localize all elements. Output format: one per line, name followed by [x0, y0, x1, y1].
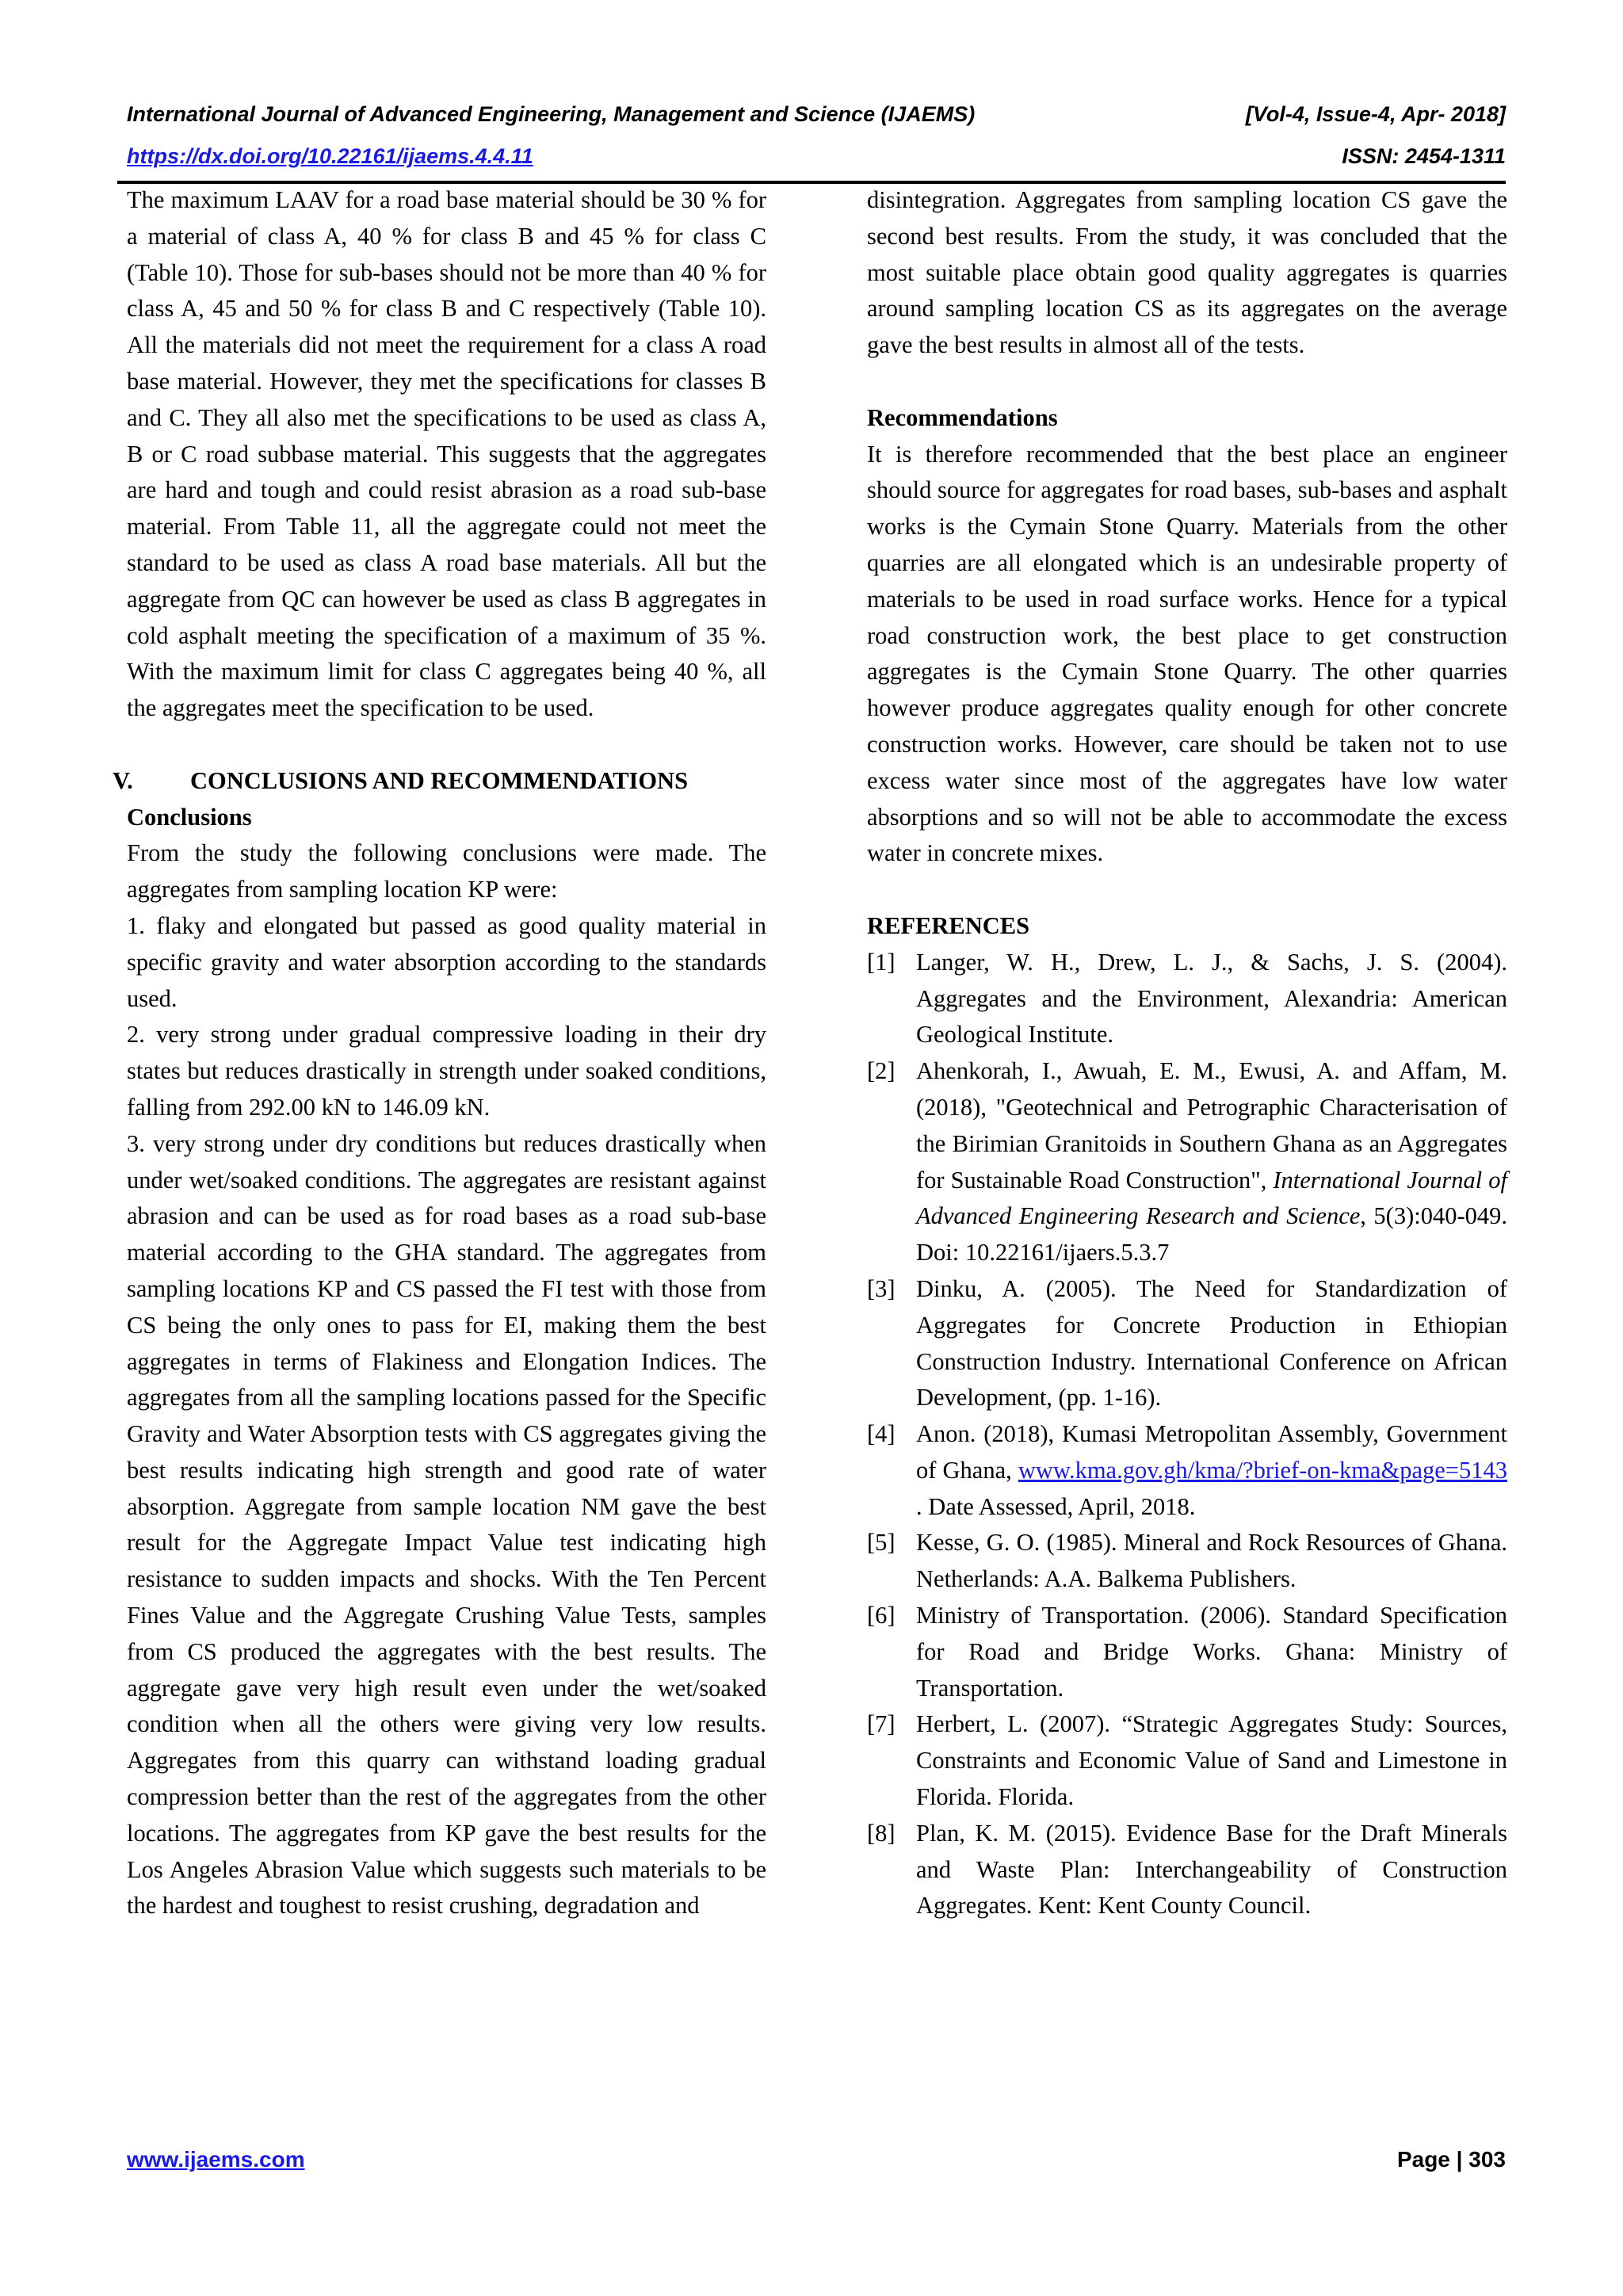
reference-item: [867, 1706, 1507, 1815]
conclusion-item-2: 2. very strong under gradual compressive loading in their dry states but reduces drastically in strength under soaked conditions, falling from 292.00 kN to 146.09 kN.: [127, 1021, 766, 1121]
page-number: Page | 303: [1396, 2147, 1506, 2172]
reference-item: [867, 1416, 1507, 1525]
reference-text-tail: . Date Assessed, April, 2018.: [916, 1492, 1196, 1520]
reference-item: [867, 945, 1507, 1053]
spacer: [867, 872, 1507, 908]
spacer: [127, 727, 766, 763]
reference-item: [867, 1598, 1507, 1706]
intro-paragraph: The maximum LAAV for a road base material should be 30 % for a material of class A, 40 % for class B and 45 % for class C (Table 10). Those for sub-bases should not be more than 40 % for class A, 45 and 50 % for class B and C respectively (Table 10). All the materials did not meet the requirement for a class A road base material. However, they met the specifications for classes B and C. They all also met the specifications to be used as class A, B or C road subbase material. This suggests that the aggregates are hard and tough and could resist abrasion as a road sub-base material. From Table 11, all the aggregate could not meet the standard to be used as class A road base materials. All but the aggregate from QC can however be used as class B aggregates in cold asphalt meeting the specification of a maximum of 35 %. With the maximum limit for class C aggregates being 40 %, all the aggregates meet the specification to be used.: [127, 186, 766, 722]
recommendations-heading: Recommendations: [867, 403, 1058, 431]
issn: ISSN: 2454-1311: [1342, 144, 1506, 168]
right-column: [867, 182, 1507, 1924]
reference-number: [3]: [867, 1274, 896, 1302]
recommendations-paragraph: It is therefore recommended that the best place an engineer should source for aggregates for road bases, sub-bases and asphalt works is the Cymain Stone Quarry. Materials from the other quarries are all elongated which is an undesirable property of materials to be used in road surface works. Hence for a typical road construction work, the best place to get construction aggregates is the Cymain Stone Quarry. The other quarries however produce aggregates quality enough for other concrete construction works. However, care should be taken not to use excess water since most of the aggregates have low water absorptions and so will not be able to accommodate the excess water in concrete mixes.: [867, 440, 1507, 867]
reference-text: Herbert, L. (2007). “Strategic Aggregates Study: Sources, Constraints and Economic Value of Sand and Limestone in Florida. Florida.: [916, 1710, 1507, 1811]
conclusion-item-1: 1. flaky and elongated but passed as good quality material in specific gravity and water absorption according to the standards used.: [127, 911, 766, 1012]
reference-number: [6]: [867, 1602, 896, 1629]
reference-number: [8]: [867, 1819, 896, 1847]
reference-number: [5]: [867, 1529, 896, 1557]
reference-item: [867, 1525, 1507, 1598]
volume-issue: [Vol-4, Issue-4, Apr- 2018]: [1245, 102, 1506, 126]
reference-item: [867, 1816, 1507, 1924]
section-heading: [113, 763, 766, 800]
doi-link[interactable]: https://dx.doi.org/10.22161/ijaems.4.4.11: [127, 144, 533, 168]
references-heading: REFERENCES: [867, 911, 1030, 939]
reference-text: Langer, W. H., Drew, L. J., & Sachs, J. S. (2004). Aggregates and the Environment, Alexandria: American Geological Institute.: [916, 948, 1507, 1049]
reference-link[interactable]: www.kma.gov.gh/kma/?brief-on-kma&page=5143: [1018, 1456, 1507, 1484]
journal-title: International Journal of Advanced Engineering, Management and Science (IJAEMS): [127, 102, 976, 126]
section-number: V.: [113, 766, 133, 794]
reference-list: [867, 945, 1507, 1925]
reference-text-tail: , 5(3):040-049. Doi: 10.22161/ijaers.5.3.7: [916, 1202, 1507, 1266]
reference-item: [867, 1271, 1507, 1416]
reference-number: [4]: [867, 1420, 896, 1448]
reference-text: Dinku, A. (2005). The Need for Standardization of Aggregates for Concrete Production in Ethiopian Construction Industry. International Conference on African Development, (pp. 1-16).: [916, 1274, 1507, 1412]
continuation-paragraph: disintegration. Aggregates from sampling location CS gave the second best results. From the study, it was concluded that the most suitable place obtain good quality aggregates is quarries around sampling location CS as its aggregates on the average gave the best results in almost all of the tests.: [867, 186, 1507, 359]
reference-text: Kesse, G. O. (1985). Mineral and Rock Resources of Ghana. Netherlands: A.A. Balkema Publishers.: [916, 1529, 1507, 1593]
reference-text: Ministry of Transportation. (2006). Standard Specification for Road and Bridge Works. Ghana: Ministry of Transportation.: [916, 1602, 1507, 1702]
conclusions-intro: From the study the following conclusions were made. The aggregates from sampling location KP were:: [127, 839, 766, 904]
reference-text: Plan, K. M. (2015). Evidence Base for the Draft Minerals and Waste Plan: Interchangeability of Construction Aggregates. Kent: Kent County Council.: [916, 1819, 1507, 1920]
reference-item: [867, 1053, 1507, 1271]
reference-number: [2]: [867, 1057, 896, 1085]
left-column: [113, 182, 766, 1924]
section-title: CONCLUSIONS AND RECOMMENDATIONS: [190, 766, 689, 794]
reference-journal: International Journal of Advanced Engineering Research and Science: [916, 1166, 1507, 1230]
reference-number: [1]: [867, 948, 896, 976]
conclusions-heading: Conclusions: [127, 803, 252, 831]
website-link[interactable]: www.ijaems.com: [127, 2147, 305, 2172]
page-footer: [127, 2144, 1506, 2176]
spacer: [867, 364, 1507, 400]
reference-number: [7]: [867, 1710, 896, 1738]
reference-text: Ahenkorah, I., Awuah, E. M., Ewusi, A. and Affam, M. (2018), "Geotechnical and Petrographic Characterisation of the Birimian Granitoids in Southern Ghana as an Aggregates for Sustainable Road Construction",: [916, 1057, 1507, 1194]
conclusion-item-3: 3. very strong under dry conditions but reduces drastically when under wet/soaked conditions. The aggregates are resistant against abrasion and can be used as for road bases as a road sub-base material according to the GHA standard. The aggregates from sampling locations KP and CS passed the FI test with those from CS being the only ones to pass for EI, making them the best aggregates in terms of Flakiness and Elongation Indices. The aggregates from all the sampling locations passed for the Specific Gravity and Water Absorption tests with CS aggregates giving the best results indicating high strength and good rate of water absorption. Aggregate from sample location NM gave the best result for the Aggregate Impact Value test indicating high resistance to sudden impacts and shocks. With the Ten Percent Fines Value and the Aggregate Crushing Value Tests, samples from CS produced the aggregates with the best results. The aggregate gave very high result even under the wet/soaked condition when all the others were giving very low results. Aggregates from this quarry can withstand loading gradual compression better than the rest of the aggregates from the other locations. The aggregates from KP gave the best results for the Los Angeles Abrasion Value which suggests such materials to be the hardest and toughest to resist crushing, degradation and: [127, 1129, 766, 1920]
reference-text: Anon. (2018), Kumasi Metropolitan Assembly, Government of Ghana,: [916, 1420, 1507, 1484]
